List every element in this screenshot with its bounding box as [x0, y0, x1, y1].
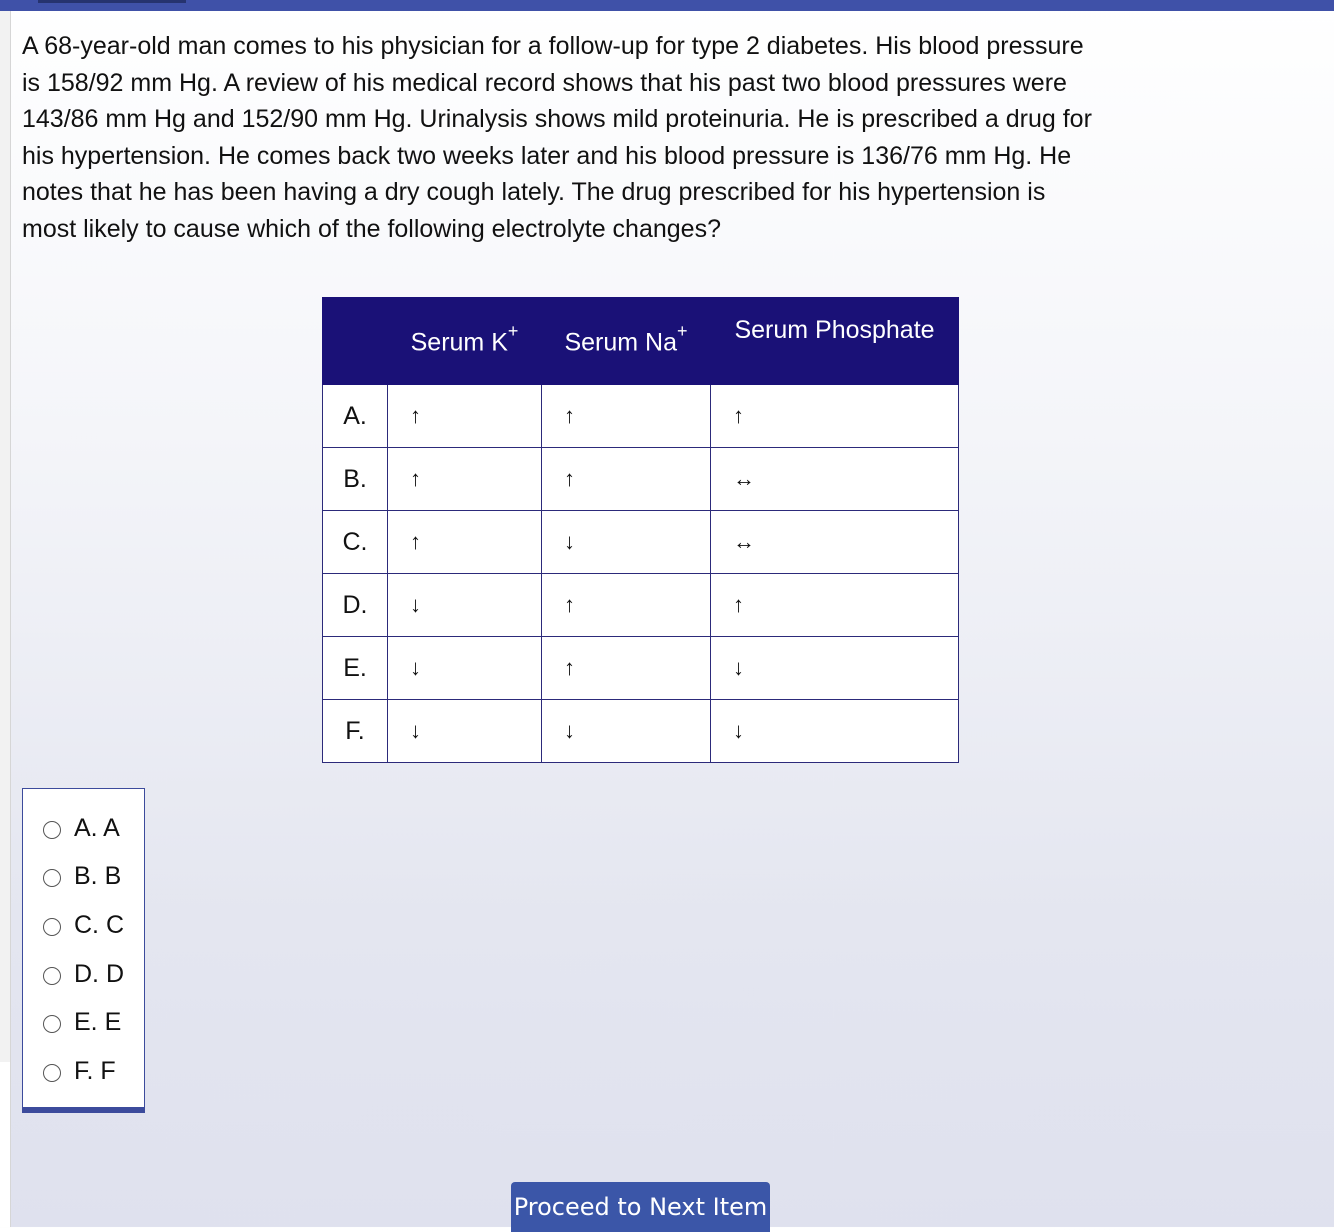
table-header-blank: [323, 298, 388, 385]
table-header-sodium: Serum Na+: [542, 298, 711, 385]
option-label: C. C: [74, 910, 124, 939]
table-row: [323, 637, 959, 700]
option-label: A. A: [74, 813, 120, 842]
potassium-change: ↓: [388, 637, 542, 700]
top-bar: [0, 0, 1334, 11]
sodium-change: ↓: [542, 700, 711, 763]
sodium-change: ↓: [542, 511, 711, 574]
phosphate-change: ↔: [711, 448, 959, 511]
electrolyte-table: [322, 297, 959, 763]
table-header-phosphate: Serum Phosphate: [711, 298, 959, 385]
option-label: D. D: [74, 959, 124, 988]
answer-option-f[interactable]: [43, 1056, 116, 1086]
active-tab-indicator: [38, 0, 186, 3]
row-label: B.: [323, 448, 388, 511]
potassium-change: ↑: [388, 448, 542, 511]
potassium-change: ↓: [388, 700, 542, 763]
sodium-change: ↑: [542, 448, 711, 511]
table-header-row: [323, 298, 959, 385]
table-row: [323, 448, 959, 511]
radio-button[interactable]: [43, 918, 61, 936]
phosphate-change: ↓: [711, 700, 959, 763]
proceed-next-button[interactable]: Proceed to Next Item: [511, 1182, 770, 1232]
table-row: [323, 574, 959, 637]
phosphate-change: ↔: [711, 511, 959, 574]
potassium-change: ↑: [388, 385, 542, 448]
left-edge-strip: [0, 11, 11, 1227]
row-label: E.: [323, 637, 388, 700]
answer-option-a[interactable]: [43, 813, 120, 843]
row-label: C.: [323, 511, 388, 574]
radio-button[interactable]: [43, 821, 61, 839]
sodium-change: ↑: [542, 574, 711, 637]
radio-button[interactable]: [43, 869, 61, 887]
sodium-change: ↑: [542, 637, 711, 700]
table-row: [323, 700, 959, 763]
question-stem: A 68-year-old man comes to his physician for a follow-up for type 2 diabetes. His blood pressure is 158/92 mm Hg. A review of his medical record shows that his past two blood pressures were 143/86 mm Hg and 152/90 mm Hg. Urinalysis shows mild proteinuria. He is prescribed a drug for his hypertension. He comes back two weeks later and his blood pressure is 136/76 mm Hg. He notes that he has been having a dry cough lately. The drug prescribed for his hypertension is most likely to cause which of the following electrolyte changes?: [22, 32, 1092, 243]
left-edge-strip-lower: [0, 1062, 10, 1227]
phosphate-change: ↓: [711, 637, 959, 700]
radio-button[interactable]: [43, 967, 61, 985]
answer-options: [22, 788, 145, 1113]
table-header-potassium: Serum K+: [388, 298, 542, 385]
potassium-change: ↓: [388, 574, 542, 637]
option-label: F. F: [74, 1056, 116, 1085]
answer-option-e[interactable]: [43, 1007, 121, 1037]
potassium-change: ↑: [388, 511, 542, 574]
row-label: A.: [323, 385, 388, 448]
phosphate-change: ↑: [711, 385, 959, 448]
table-row: [323, 511, 959, 574]
option-label: B. B: [74, 861, 122, 890]
sodium-change: ↑: [542, 385, 711, 448]
option-label: E. E: [74, 1007, 122, 1036]
answer-option-b[interactable]: [43, 861, 121, 891]
radio-button[interactable]: [43, 1064, 61, 1082]
answer-option-c[interactable]: [43, 910, 124, 940]
row-label: D.: [323, 574, 388, 637]
radio-button[interactable]: [43, 1015, 61, 1033]
row-label: F.: [323, 700, 388, 763]
answer-option-d[interactable]: [43, 959, 124, 989]
table-row: [323, 385, 959, 448]
phosphate-change: ↑: [711, 574, 959, 637]
